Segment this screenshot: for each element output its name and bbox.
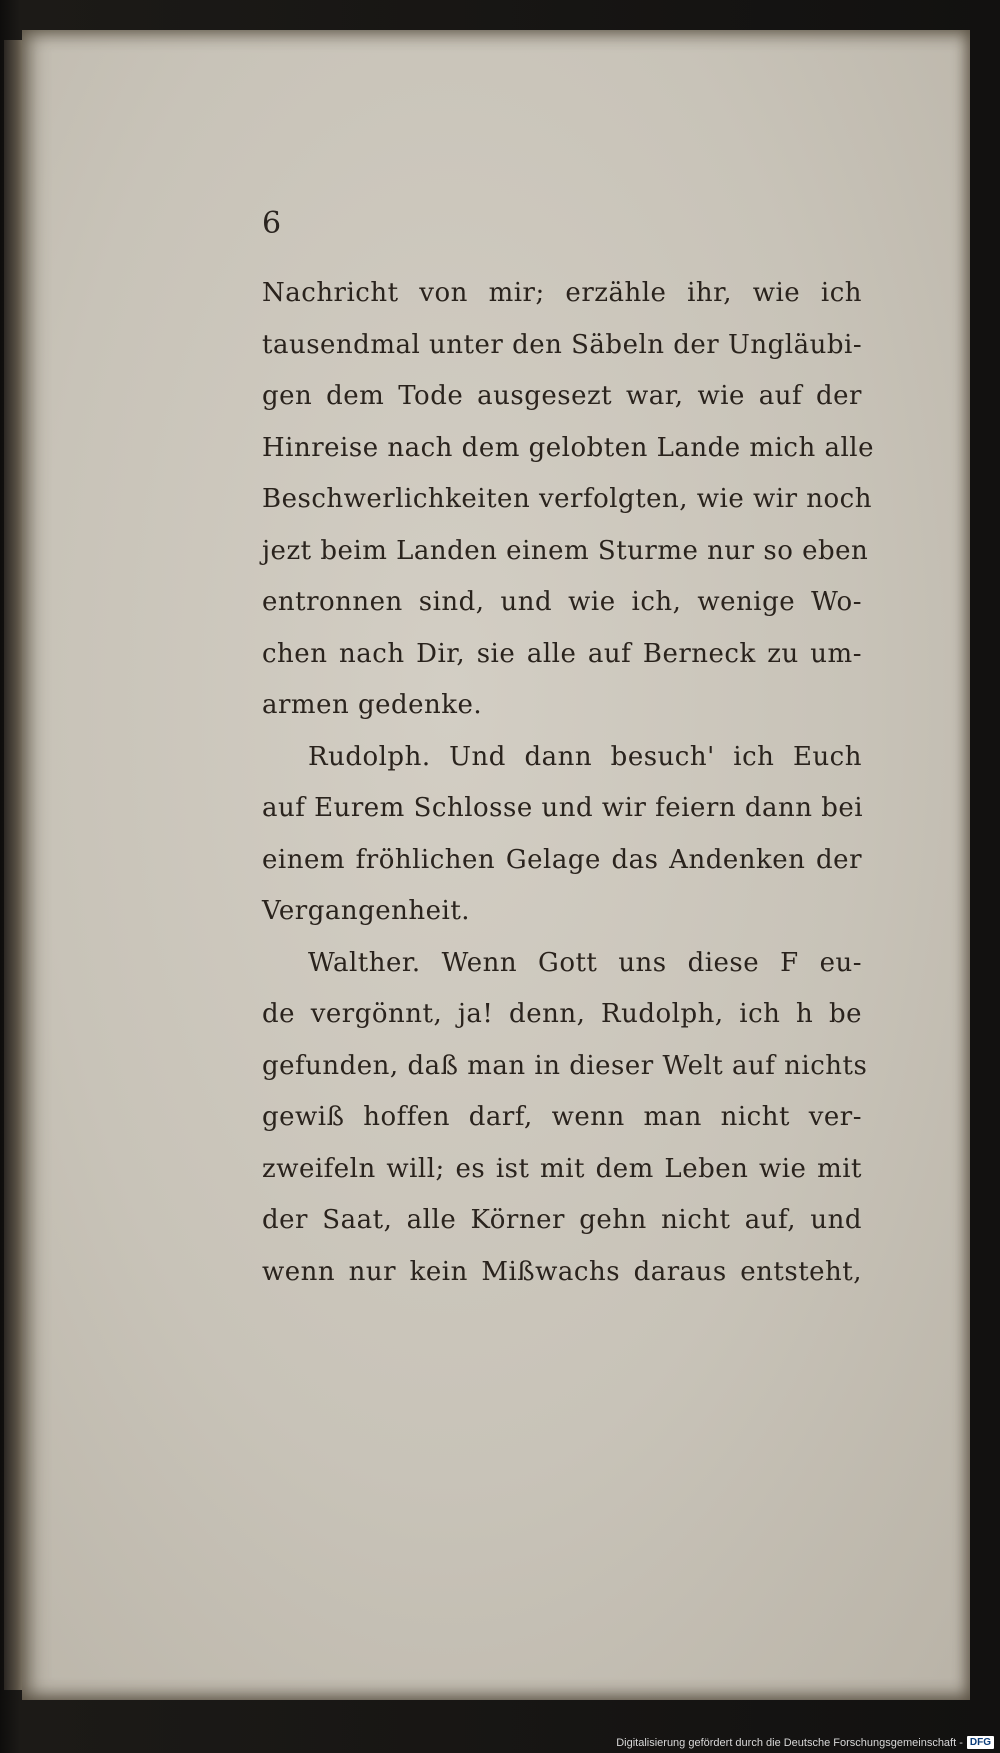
text-line: der Saat, alle Körner gehn nicht auf, und bbox=[262, 1205, 862, 1235]
text-line: gefunden, daß man in dieser Welt auf nichts bbox=[262, 1050, 868, 1081]
text-line: Nachricht von mir; erzähle ihr, wie ich bbox=[262, 278, 862, 308]
text-line: Vergangenheit. bbox=[262, 896, 471, 926]
text-line: armen gedenke. bbox=[262, 690, 483, 720]
text-line: zweifeln will; es ist mit dem Leben wie mit bbox=[262, 1153, 862, 1184]
text-line: Beschwerlichkeiten verfolgten, wie wir noch bbox=[262, 484, 872, 514]
text-line: jezt beim Landen einem Sturme nur so eben bbox=[262, 535, 869, 566]
text-line: einem fröhlichen Gelage das Andenken der bbox=[262, 844, 862, 875]
text-line: Hinreise nach dem gelobten Lande mich alle bbox=[262, 432, 874, 463]
digitization-credit bbox=[616, 1736, 994, 1749]
text-line: de vergönnt, ja! denn, Rudolph, ich h be bbox=[262, 999, 862, 1029]
text-line: gen dem Tode ausgesezt war, wie auf der bbox=[262, 381, 862, 411]
speaker-line-rudolph: Rudolph. Und dann besuch' ich Euch bbox=[308, 741, 862, 772]
text-line: auf Eurem Schlosse und wir feiern dann bei bbox=[262, 793, 864, 823]
body-text bbox=[262, 268, 874, 1298]
text-line: entronnen sind, und wie ich, wenige Wo- bbox=[262, 587, 862, 617]
text-line: wenn nur kein Mißwachs daraus entsteht, bbox=[262, 1256, 862, 1287]
text-line: tausendmal unter den Säbeln der Ungläubi- bbox=[262, 329, 863, 360]
dfg-logo: DFG bbox=[967, 1736, 994, 1749]
speaker-line-walther: Walther. Wenn Gott uns diese F eu- bbox=[308, 947, 862, 978]
page-number: 6 bbox=[262, 206, 282, 241]
text-line: gewiß hoffen darf, wenn man nicht ver- bbox=[262, 1102, 862, 1132]
credit-text: Digitalisierung gefördert durch die Deutsche Forschungsgemeinschaft - bbox=[616, 1736, 963, 1749]
text-line: chen nach Dir, sie alle auf Berneck zu um- bbox=[262, 638, 862, 669]
